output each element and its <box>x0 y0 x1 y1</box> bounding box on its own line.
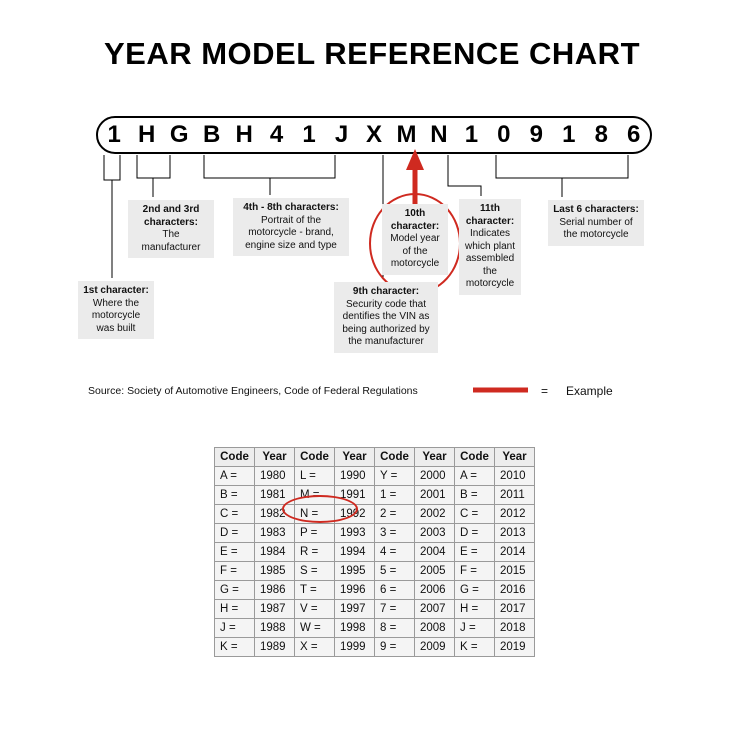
cell-code: N = <box>295 505 335 524</box>
vin-char: 1 <box>107 121 121 148</box>
cell-year-highlighted: 1991 <box>335 486 375 505</box>
cell-code: V = <box>295 600 335 619</box>
callout-heading: Last 6 characters: <box>553 204 639 215</box>
cell-code: G = <box>215 581 255 600</box>
cell-year: 1995 <box>335 562 375 581</box>
cell-code: A = <box>215 467 255 486</box>
legend-equals-sign: = <box>541 384 549 398</box>
callout-10th-character <box>382 204 448 275</box>
cell-year: 1980 <box>255 467 295 486</box>
cell-year: 2013 <box>495 524 535 543</box>
cell-year: 2016 <box>495 581 535 600</box>
cell-code: F = <box>215 562 255 581</box>
vin-char: 1 <box>464 121 479 148</box>
column-header: Code <box>215 448 255 467</box>
cell-code: D = <box>215 524 255 543</box>
table-row <box>215 524 535 543</box>
cell-code: E = <box>455 543 495 562</box>
cell-code: R = <box>295 543 335 562</box>
cell-year: 2008 <box>415 619 455 638</box>
callout-heading: 10th character: <box>390 208 440 232</box>
legend-example-label: Example <box>566 384 613 398</box>
column-header: Year <box>335 448 375 467</box>
table-row <box>215 543 535 562</box>
cell-code: H = <box>215 600 255 619</box>
vin-char: 1 <box>562 121 576 148</box>
callout-heading: 4th - 8th characters: <box>243 202 339 213</box>
cell-code: L = <box>295 467 335 486</box>
cell-code: 3 = <box>375 524 415 543</box>
cell-code: A = <box>455 467 495 486</box>
cell-year: 1994 <box>335 543 375 562</box>
table-row <box>215 581 535 600</box>
vin-char: N <box>430 121 448 148</box>
cell-year: 2002 <box>415 505 455 524</box>
cell-code: E = <box>215 543 255 562</box>
table-row <box>215 505 535 524</box>
callout-body: The manufacturer <box>141 229 201 253</box>
vin-char: 1 <box>302 121 316 148</box>
cell-year: 2011 <box>495 486 535 505</box>
cell-code: 5 = <box>375 562 415 581</box>
vin-char: X <box>365 121 382 148</box>
cell-code: Y = <box>375 467 415 486</box>
callout-heading: 2nd and 3rd characters: <box>142 204 200 228</box>
callout-heading: 1st character: <box>83 285 149 296</box>
callout-2nd-3rd-characters <box>128 200 214 258</box>
cell-year: 2017 <box>495 600 535 619</box>
cell-year: 1983 <box>255 524 295 543</box>
cell-year: 1984 <box>255 543 295 562</box>
callout-heading: 11th character: <box>465 203 515 227</box>
cell-year: 1988 <box>255 619 295 638</box>
vin-char: H <box>138 121 156 148</box>
cell-code: T = <box>295 581 335 600</box>
cell-year: 2015 <box>495 562 535 581</box>
cell-year: 1982 <box>255 505 295 524</box>
cell-code: S = <box>295 562 335 581</box>
vin-char: 9 <box>529 121 543 148</box>
cell-year: 1986 <box>255 581 295 600</box>
cell-year: 1998 <box>335 619 375 638</box>
cell-code: W = <box>295 619 335 638</box>
column-header: Code <box>455 448 495 467</box>
cell-year: 2004 <box>415 543 455 562</box>
cell-code: 7 = <box>375 600 415 619</box>
cell-year: 2001 <box>415 486 455 505</box>
callout-body: Security code that dentifies the VIN as being authorized by the manufacturer <box>342 298 430 347</box>
cell-year: 1987 <box>255 600 295 619</box>
callout-body: Indicates which plant assembled the motorcycle <box>464 228 516 289</box>
column-header: Code <box>295 448 335 467</box>
cell-code: 4 = <box>375 543 415 562</box>
callout-4th-8th-characters <box>233 198 349 256</box>
table-row <box>215 638 535 657</box>
vin-char: 4 <box>269 121 284 148</box>
cell-year: 2018 <box>495 619 535 638</box>
cell-year: 1992 <box>335 505 375 524</box>
callout-last-6-characters <box>548 200 644 246</box>
cell-code: X = <box>295 638 335 657</box>
vin-char: 0 <box>497 121 511 148</box>
callout-body: Serial number of the motorcycle <box>559 216 633 240</box>
vin-char: 8 <box>594 121 608 148</box>
cell-code: D = <box>455 524 495 543</box>
cell-year: 2003 <box>415 524 455 543</box>
cell-code: C = <box>455 505 495 524</box>
cell-code: 9 = <box>375 638 415 657</box>
cell-year: 2007 <box>415 600 455 619</box>
table-row <box>215 619 535 638</box>
cell-code: K = <box>215 638 255 657</box>
cell-code: J = <box>455 619 495 638</box>
page-title: YEAR MODEL REFERENCE CHART <box>103 36 641 71</box>
cell-code: P = <box>295 524 335 543</box>
column-header: Year <box>255 448 295 467</box>
cell-code: H = <box>455 600 495 619</box>
cell-code: 2 = <box>375 505 415 524</box>
cell-year: 1997 <box>335 600 375 619</box>
cell-code: B = <box>455 486 495 505</box>
vin-char: 6 <box>627 121 641 148</box>
callout-body: Where the motorcycle was built <box>91 297 141 334</box>
cell-year: 1996 <box>335 581 375 600</box>
callout-body: Portrait of the motorcycle - brand, engine size and type <box>245 214 337 251</box>
year-code-table <box>214 447 535 657</box>
cell-year: 2014 <box>495 543 535 562</box>
cell-year: 2005 <box>415 562 455 581</box>
table-row <box>215 486 535 505</box>
vin-char: J <box>334 121 349 148</box>
cell-year: 1999 <box>335 638 375 657</box>
column-header: Year <box>415 448 455 467</box>
cell-year: 1993 <box>335 524 375 543</box>
table-row <box>215 467 535 486</box>
callout-1st-character <box>78 281 154 339</box>
callout-11th-character <box>459 199 521 295</box>
cell-code: G = <box>455 581 495 600</box>
cell-year: 1990 <box>335 467 375 486</box>
callout-body: Model year of the motorcycle <box>390 233 440 269</box>
cell-code: J = <box>215 619 255 638</box>
callout-9th-character <box>334 282 438 353</box>
vin-char: B <box>202 121 221 148</box>
cell-year: 1989 <box>255 638 295 657</box>
vin-char: G <box>169 121 189 148</box>
cell-year: 2009 <box>415 638 455 657</box>
cell-code: F = <box>455 562 495 581</box>
cell-code: 1 = <box>375 486 415 505</box>
table-row <box>215 600 535 619</box>
source-note: Source: Society of Automotive Engineers, Code of Federal Regulations <box>88 385 418 397</box>
cell-code: K = <box>455 638 495 657</box>
cell-year: 1981 <box>255 486 295 505</box>
cell-code: 8 = <box>375 619 415 638</box>
vin-char-highlighted: M <box>396 121 417 148</box>
cell-code: 6 = <box>375 581 415 600</box>
cell-code: B = <box>215 486 255 505</box>
cell-year: 2006 <box>415 581 455 600</box>
cell-year: 2000 <box>415 467 455 486</box>
cell-code: C = <box>215 505 255 524</box>
vin-number-bar <box>96 116 652 154</box>
cell-year: 1985 <box>255 562 295 581</box>
cell-code-highlighted: M = <box>295 486 335 505</box>
cell-year: 2012 <box>495 505 535 524</box>
cell-year: 2019 <box>495 638 535 657</box>
column-header: Code <box>375 448 415 467</box>
table-header-row <box>215 448 535 467</box>
vin-char: H <box>235 121 253 148</box>
table-row <box>215 562 535 581</box>
callout-heading: 9th character: <box>352 286 420 297</box>
cell-year: 2010 <box>495 467 535 486</box>
column-header: Year <box>495 448 535 467</box>
